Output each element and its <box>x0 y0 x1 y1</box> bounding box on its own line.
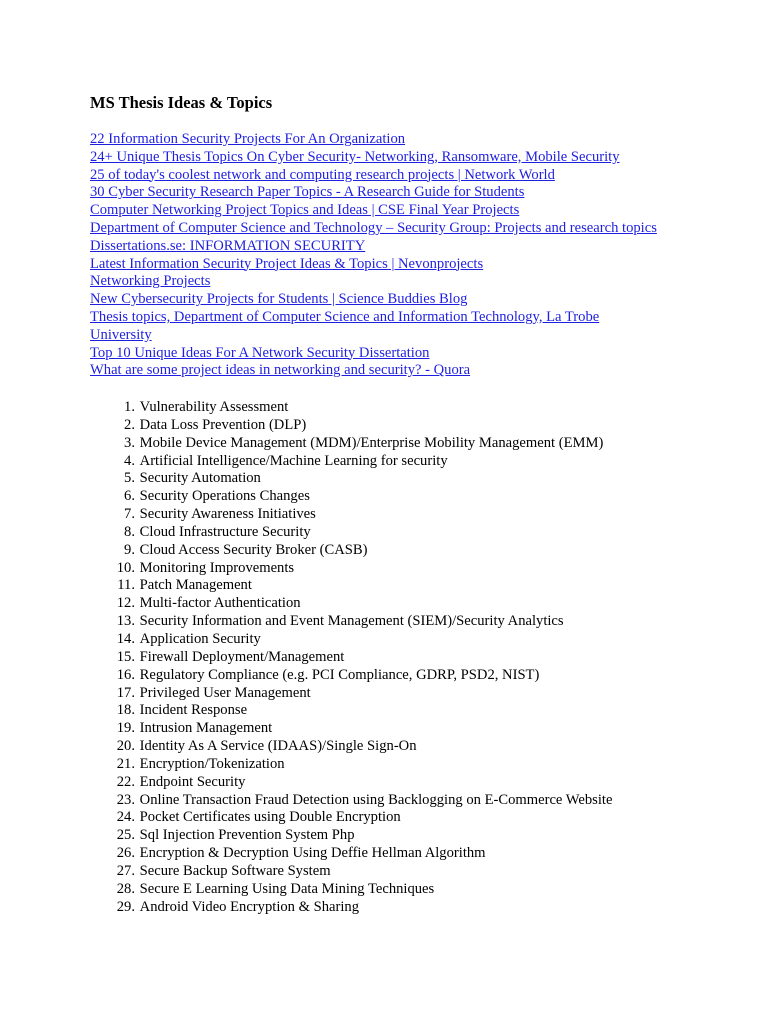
topic-item <box>108 667 728 685</box>
topic-text: Data Loss Prevention (DLP) <box>139 416 307 433</box>
topic-number: 20. <box>116 738 135 755</box>
reference-link[interactable]: Department of Computer Science and Technology – Security Group: Projects and research topics <box>90 219 657 236</box>
topic-number: 26. <box>116 845 135 862</box>
reference-link[interactable]: 30 Cyber Security Research Paper Topics - A Research Guide for Students <box>90 184 525 201</box>
topic-item <box>108 470 728 488</box>
topic-item <box>108 756 728 774</box>
topic-number: 18. <box>116 702 135 719</box>
topic-number: 15. <box>116 648 135 665</box>
topic-number: 6. <box>124 488 135 505</box>
topic-item <box>108 542 728 560</box>
topic-number: 21. <box>116 755 135 772</box>
topic-text: Security Operations Changes <box>139 488 310 505</box>
topic-item <box>108 649 728 667</box>
topic-item <box>108 720 728 738</box>
topic-text: Security Awareness Initiatives <box>139 506 316 523</box>
page-title: MS Thesis Ideas & Topics <box>90 93 273 112</box>
topic-item <box>108 685 728 703</box>
topic-number: 28. <box>116 880 135 897</box>
topic-item <box>108 702 728 720</box>
link-item <box>90 131 690 149</box>
topic-number: 7. <box>124 506 135 523</box>
topic-text: Firewall Deployment/Management <box>139 648 345 665</box>
topic-number: 23. <box>116 791 135 808</box>
topic-number: 1. <box>124 399 135 415</box>
link-item <box>90 273 690 291</box>
link-item <box>90 220 690 238</box>
reference-link[interactable]: Latest Information Security Project Ideas & Topics | Nevonprojects <box>90 255 484 272</box>
topic-item <box>108 506 728 524</box>
reference-link[interactable]: What are some project ideas in networking and security? - Quora <box>90 362 471 379</box>
topic-item <box>108 435 728 453</box>
topic-number: 5. <box>124 470 135 487</box>
topic-number: 29. <box>116 898 135 915</box>
reference-link[interactable]: Dissertations.se: INFORMATION SECURITY <box>90 237 366 254</box>
topic-text: Monitoring Improvements <box>139 559 295 576</box>
topic-item <box>108 845 728 863</box>
topic-text: Endpoint Security <box>139 773 246 790</box>
topic-text: Artificial Intelligence/Machine Learning for security <box>139 452 448 469</box>
link-item <box>90 238 690 256</box>
topic-number: 24. <box>116 809 135 826</box>
topic-number: 14. <box>116 630 135 647</box>
topic-number: 11. <box>117 577 135 594</box>
reference-link[interactable]: 24+ Unique Thesis Topics On Cyber Security- Networking, Ransomware, Mobile Security <box>90 148 620 165</box>
topic-text: Cloud Access Security Broker (CASB) <box>139 541 368 558</box>
topic-number: 16. <box>116 666 135 683</box>
reference-link[interactable]: Networking Projects <box>90 273 211 290</box>
topic-text: Encryption/Tokenization <box>139 755 285 772</box>
reference-link-list <box>90 131 690 380</box>
topic-number: 27. <box>116 862 135 879</box>
link-item <box>90 362 690 380</box>
topic-text: Encryption & Decryption Using Deffie Hellman Algorithm <box>139 845 486 862</box>
topic-item <box>108 560 728 578</box>
reference-link[interactable]: University <box>90 326 152 343</box>
link-item <box>90 345 690 363</box>
topic-text: Vulnerability Assessment <box>139 399 289 415</box>
topic-text: Cloud Infrastructure Security <box>139 523 311 540</box>
link-item <box>90 184 690 202</box>
topic-number: 22. <box>116 773 135 790</box>
topic-text: Android Video Encryption & Sharing <box>139 898 360 915</box>
topic-item <box>108 631 728 649</box>
topic-text: Identity As A Service (IDAAS)/Single Sign-On <box>139 738 417 755</box>
topic-item <box>108 417 728 435</box>
topic-number: 4. <box>124 452 135 469</box>
topic-text: Multi-factor Authentication <box>139 595 301 612</box>
link-item <box>90 291 690 309</box>
topic-text: Security Automation <box>139 470 261 487</box>
topic-item <box>108 453 728 471</box>
link-item <box>90 327 690 345</box>
topic-text: Security Information and Event Management (SIEM)/Security Analytics <box>139 613 564 630</box>
topic-item <box>108 792 728 810</box>
topic-text: Secure E Learning Using Data Mining Techniques <box>139 880 435 897</box>
link-item <box>90 202 690 220</box>
topic-number: 2. <box>124 416 135 433</box>
topic-item <box>108 774 728 792</box>
topic-text: Incident Response <box>139 702 248 719</box>
topic-item <box>108 577 728 595</box>
topic-number: 19. <box>116 720 135 737</box>
topic-text: Secure Backup Software System <box>139 862 331 879</box>
topic-text: Mobile Device Management (MDM)/Enterprise Mobility Management (EMM) <box>139 434 604 451</box>
topic-text: Sql Injection Prevention System Php <box>139 827 355 844</box>
link-item <box>90 167 690 185</box>
topic-number: 17. <box>116 684 135 701</box>
topic-number: 9. <box>124 541 135 558</box>
topic-item <box>108 827 728 845</box>
link-item <box>90 256 690 274</box>
topic-item <box>108 399 728 417</box>
reference-link[interactable]: Thesis topics, Department of Computer Science and Information Technology, La Trobe <box>90 308 600 325</box>
topic-text: Application Security <box>139 630 261 647</box>
topic-item <box>108 524 728 542</box>
topic-text: Regulatory Compliance (e.g. PCI Compliance, GDRP, PSD2, NIST) <box>139 666 540 683</box>
topic-number: 13. <box>116 613 135 630</box>
topic-item <box>108 881 728 899</box>
reference-link[interactable]: New Cybersecurity Projects for Students | Science Buddies Blog <box>90 291 468 308</box>
topic-number: 8. <box>124 523 135 540</box>
reference-link[interactable]: Computer Networking Project Topics and Ideas | CSE Final Year Projects <box>90 202 520 219</box>
link-item <box>90 309 690 327</box>
topic-item <box>108 899 728 917</box>
link-item <box>90 149 690 167</box>
topic-list <box>108 399 728 916</box>
topic-item <box>108 613 728 631</box>
topic-number: 25. <box>116 827 135 844</box>
topic-text: Online Transaction Fraud Detection using Backlogging on E-Commerce Website <box>139 791 613 808</box>
topic-number: 3. <box>124 434 135 451</box>
topic-number: 10. <box>116 559 135 576</box>
topic-text: Intrusion Management <box>139 720 273 737</box>
topic-item <box>108 738 728 756</box>
topic-number: 12. <box>116 595 135 612</box>
topic-text: Patch Management <box>139 577 252 594</box>
reference-link[interactable]: 22 Information Security Projects For An Organization <box>90 131 406 147</box>
topic-text: Privileged User Management <box>139 684 311 701</box>
topic-item <box>108 488 728 506</box>
topic-item <box>108 863 728 881</box>
reference-link[interactable]: Top 10 Unique Ideas For A Network Security Dissertation <box>90 344 430 361</box>
topic-text: Pocket Certificates using Double Encryption <box>139 809 401 826</box>
topic-item <box>108 809 728 827</box>
reference-link[interactable]: 25 of today's coolest network and computing research projects | Network World <box>90 166 555 183</box>
topic-item <box>108 595 728 613</box>
